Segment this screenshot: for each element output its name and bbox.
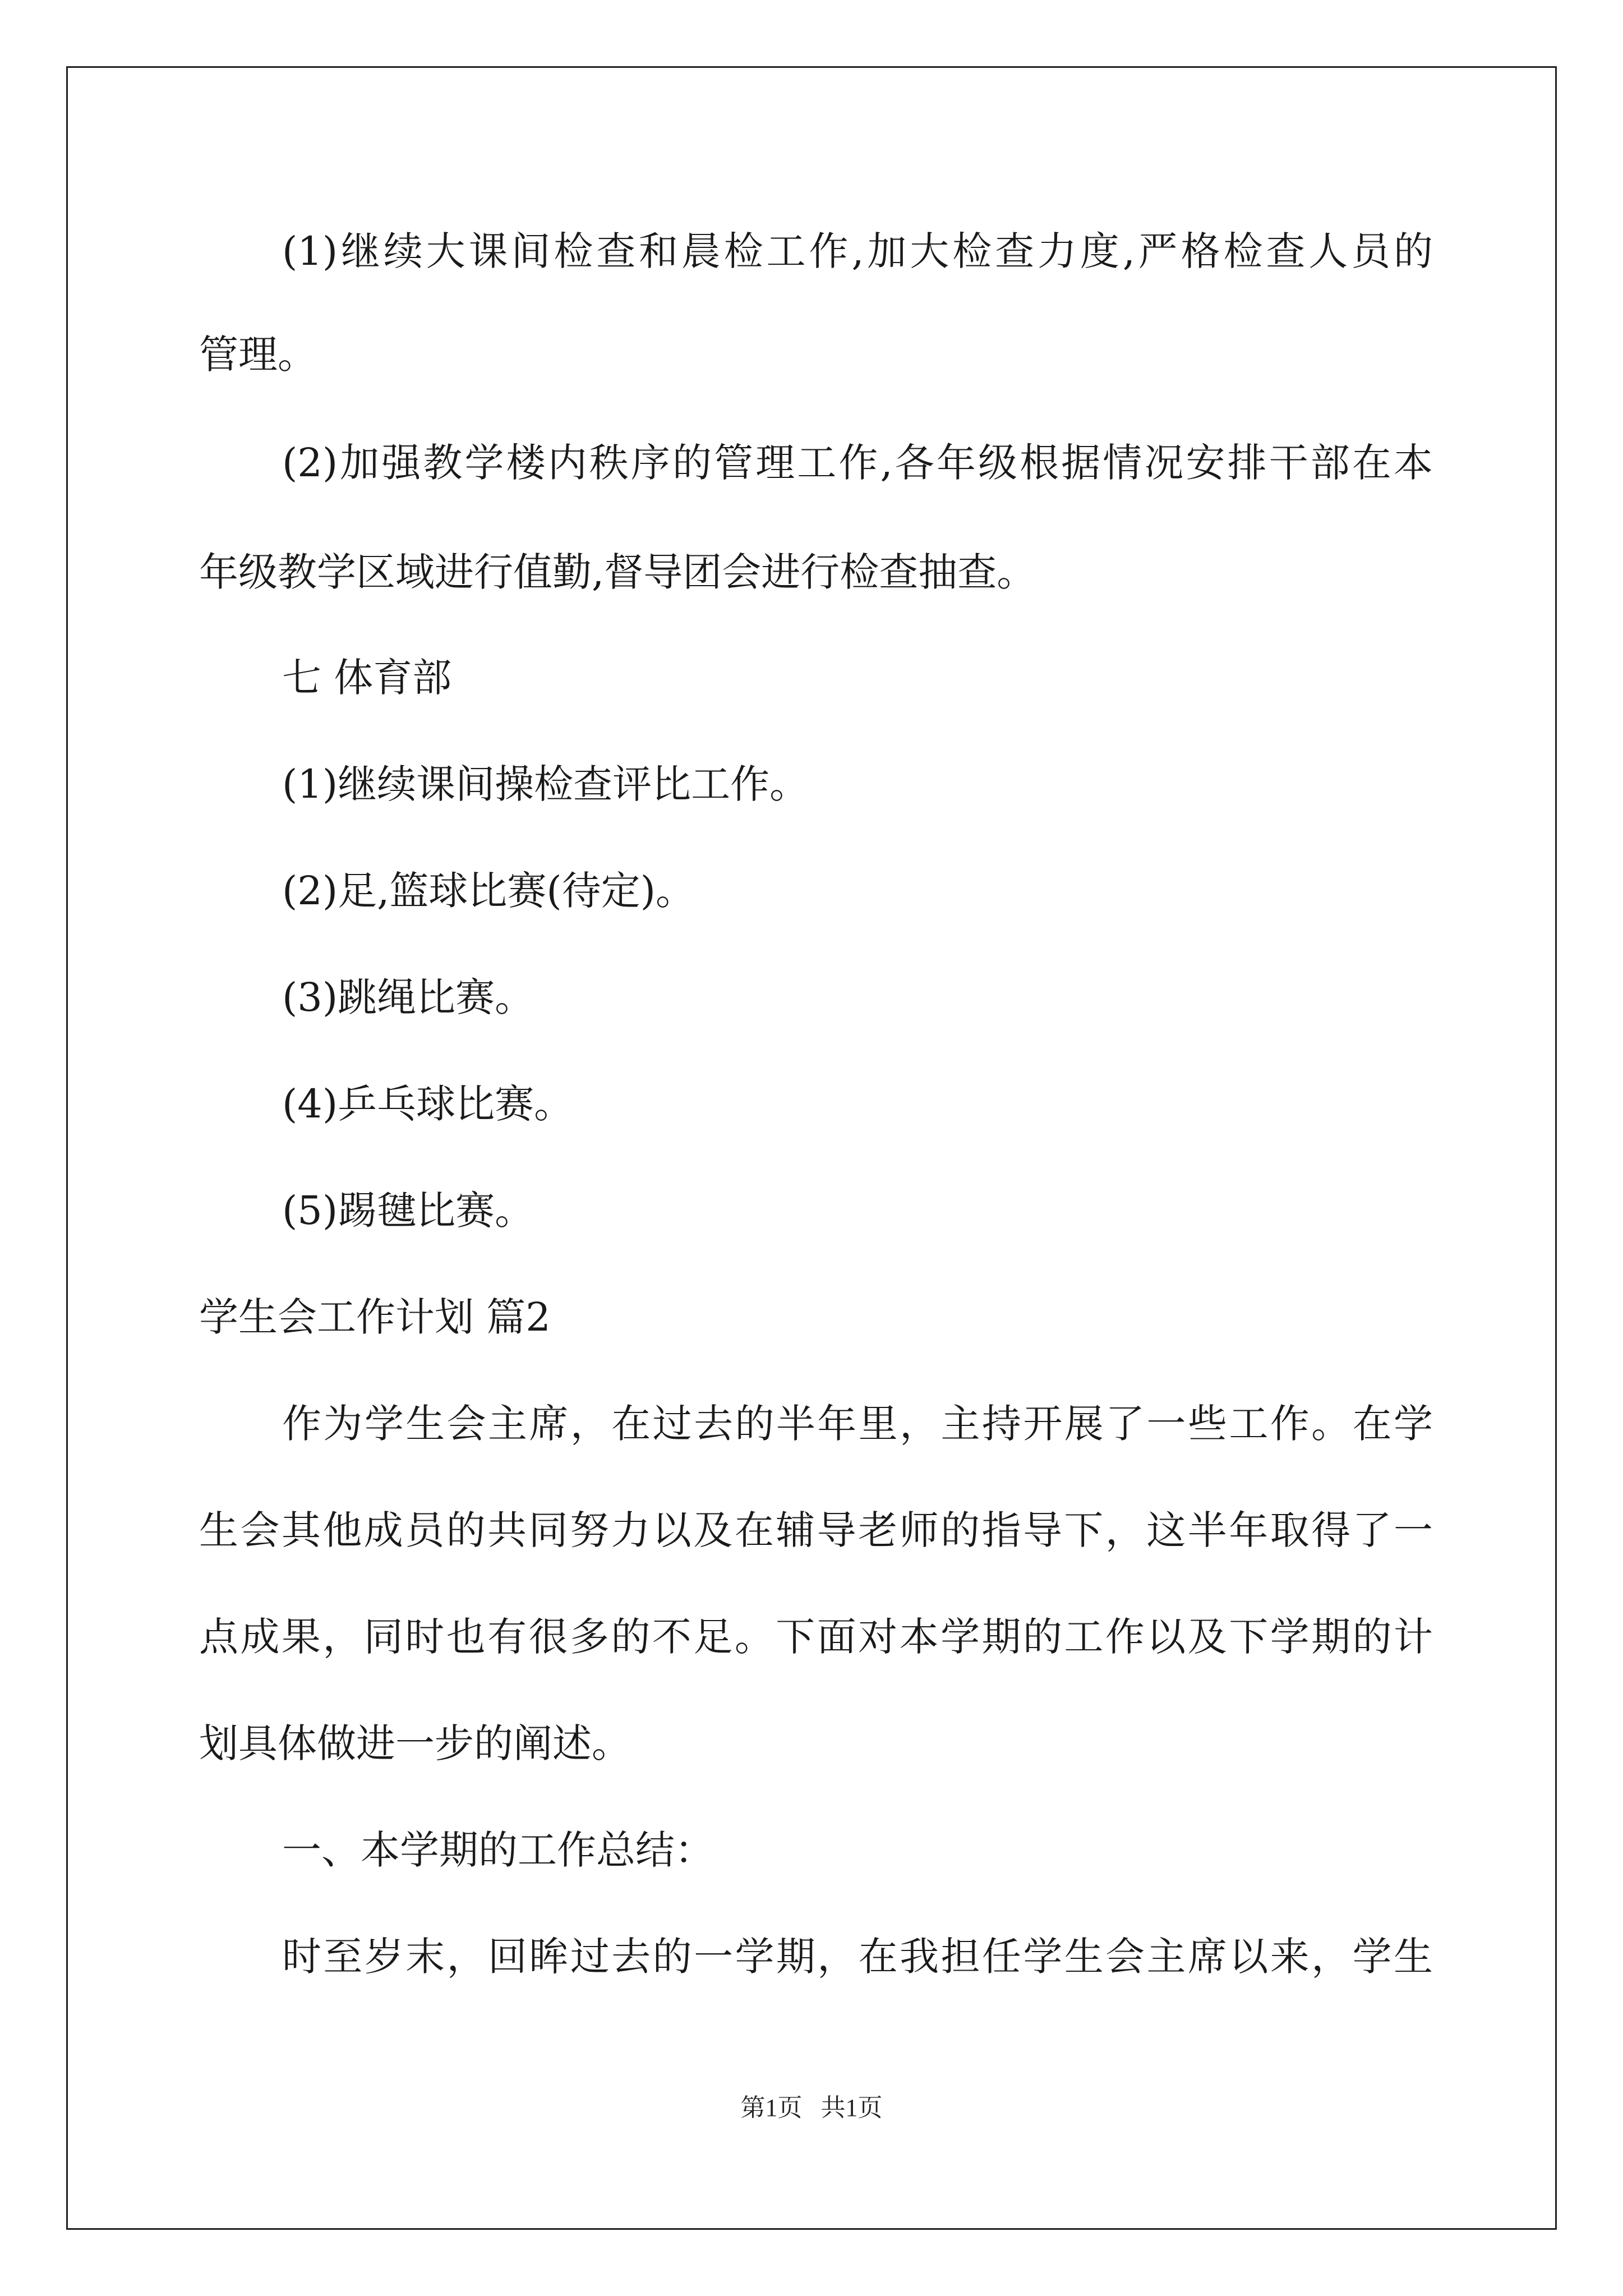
paragraph-line: 划具体做进一步的阐述。 bbox=[199, 1720, 631, 1766]
paragraph-line: (1)继续大课间检查和晨检工作,加大检查力度,严格检查人员的 bbox=[282, 228, 1433, 274]
section-heading: 一、本学期的工作总结： bbox=[282, 1827, 714, 1873]
paragraph-line: 生会其他成员的共同努力以及在辅导老师的指导下，这半年取得了一 bbox=[199, 1507, 1433, 1553]
list-item: (1)继续课间操检查评比工作。 bbox=[282, 761, 809, 807]
article-title: 学生会工作计划 篇2 bbox=[199, 1294, 551, 1340]
paragraph-line: (2)加强教学楼内秩序的管理工作,各年级根据情况安排干部在本 bbox=[282, 440, 1433, 486]
list-item: (5)踢毽比赛。 bbox=[282, 1188, 534, 1234]
page-border bbox=[66, 66, 1557, 2230]
paragraph-line: 年级教学区域进行值勤,督导团会进行检查抽查。 bbox=[199, 549, 1036, 595]
list-item: (2)足,篮球比赛(待定)。 bbox=[282, 868, 695, 914]
page-footer: 第1页 共1页 bbox=[740, 2094, 883, 2122]
paragraph-line: 点成果，同时也有很多的不足。下面对本学期的工作以及下学期的计 bbox=[199, 1614, 1433, 1660]
list-item: (4)乒乓球比赛。 bbox=[282, 1081, 574, 1127]
list-item: (3)跳绳比赛。 bbox=[282, 974, 534, 1020]
section-heading: 七 体育部 bbox=[282, 655, 452, 701]
paragraph-line: 管理。 bbox=[199, 332, 317, 378]
paragraph-line: 时至岁末，回眸过去的一学期，在我担任学生会主席以来，学生 bbox=[282, 1934, 1433, 1980]
paragraph-line: 作为学生会主席，在过去的半年里，主持开展了一些工作。在学 bbox=[282, 1401, 1433, 1447]
